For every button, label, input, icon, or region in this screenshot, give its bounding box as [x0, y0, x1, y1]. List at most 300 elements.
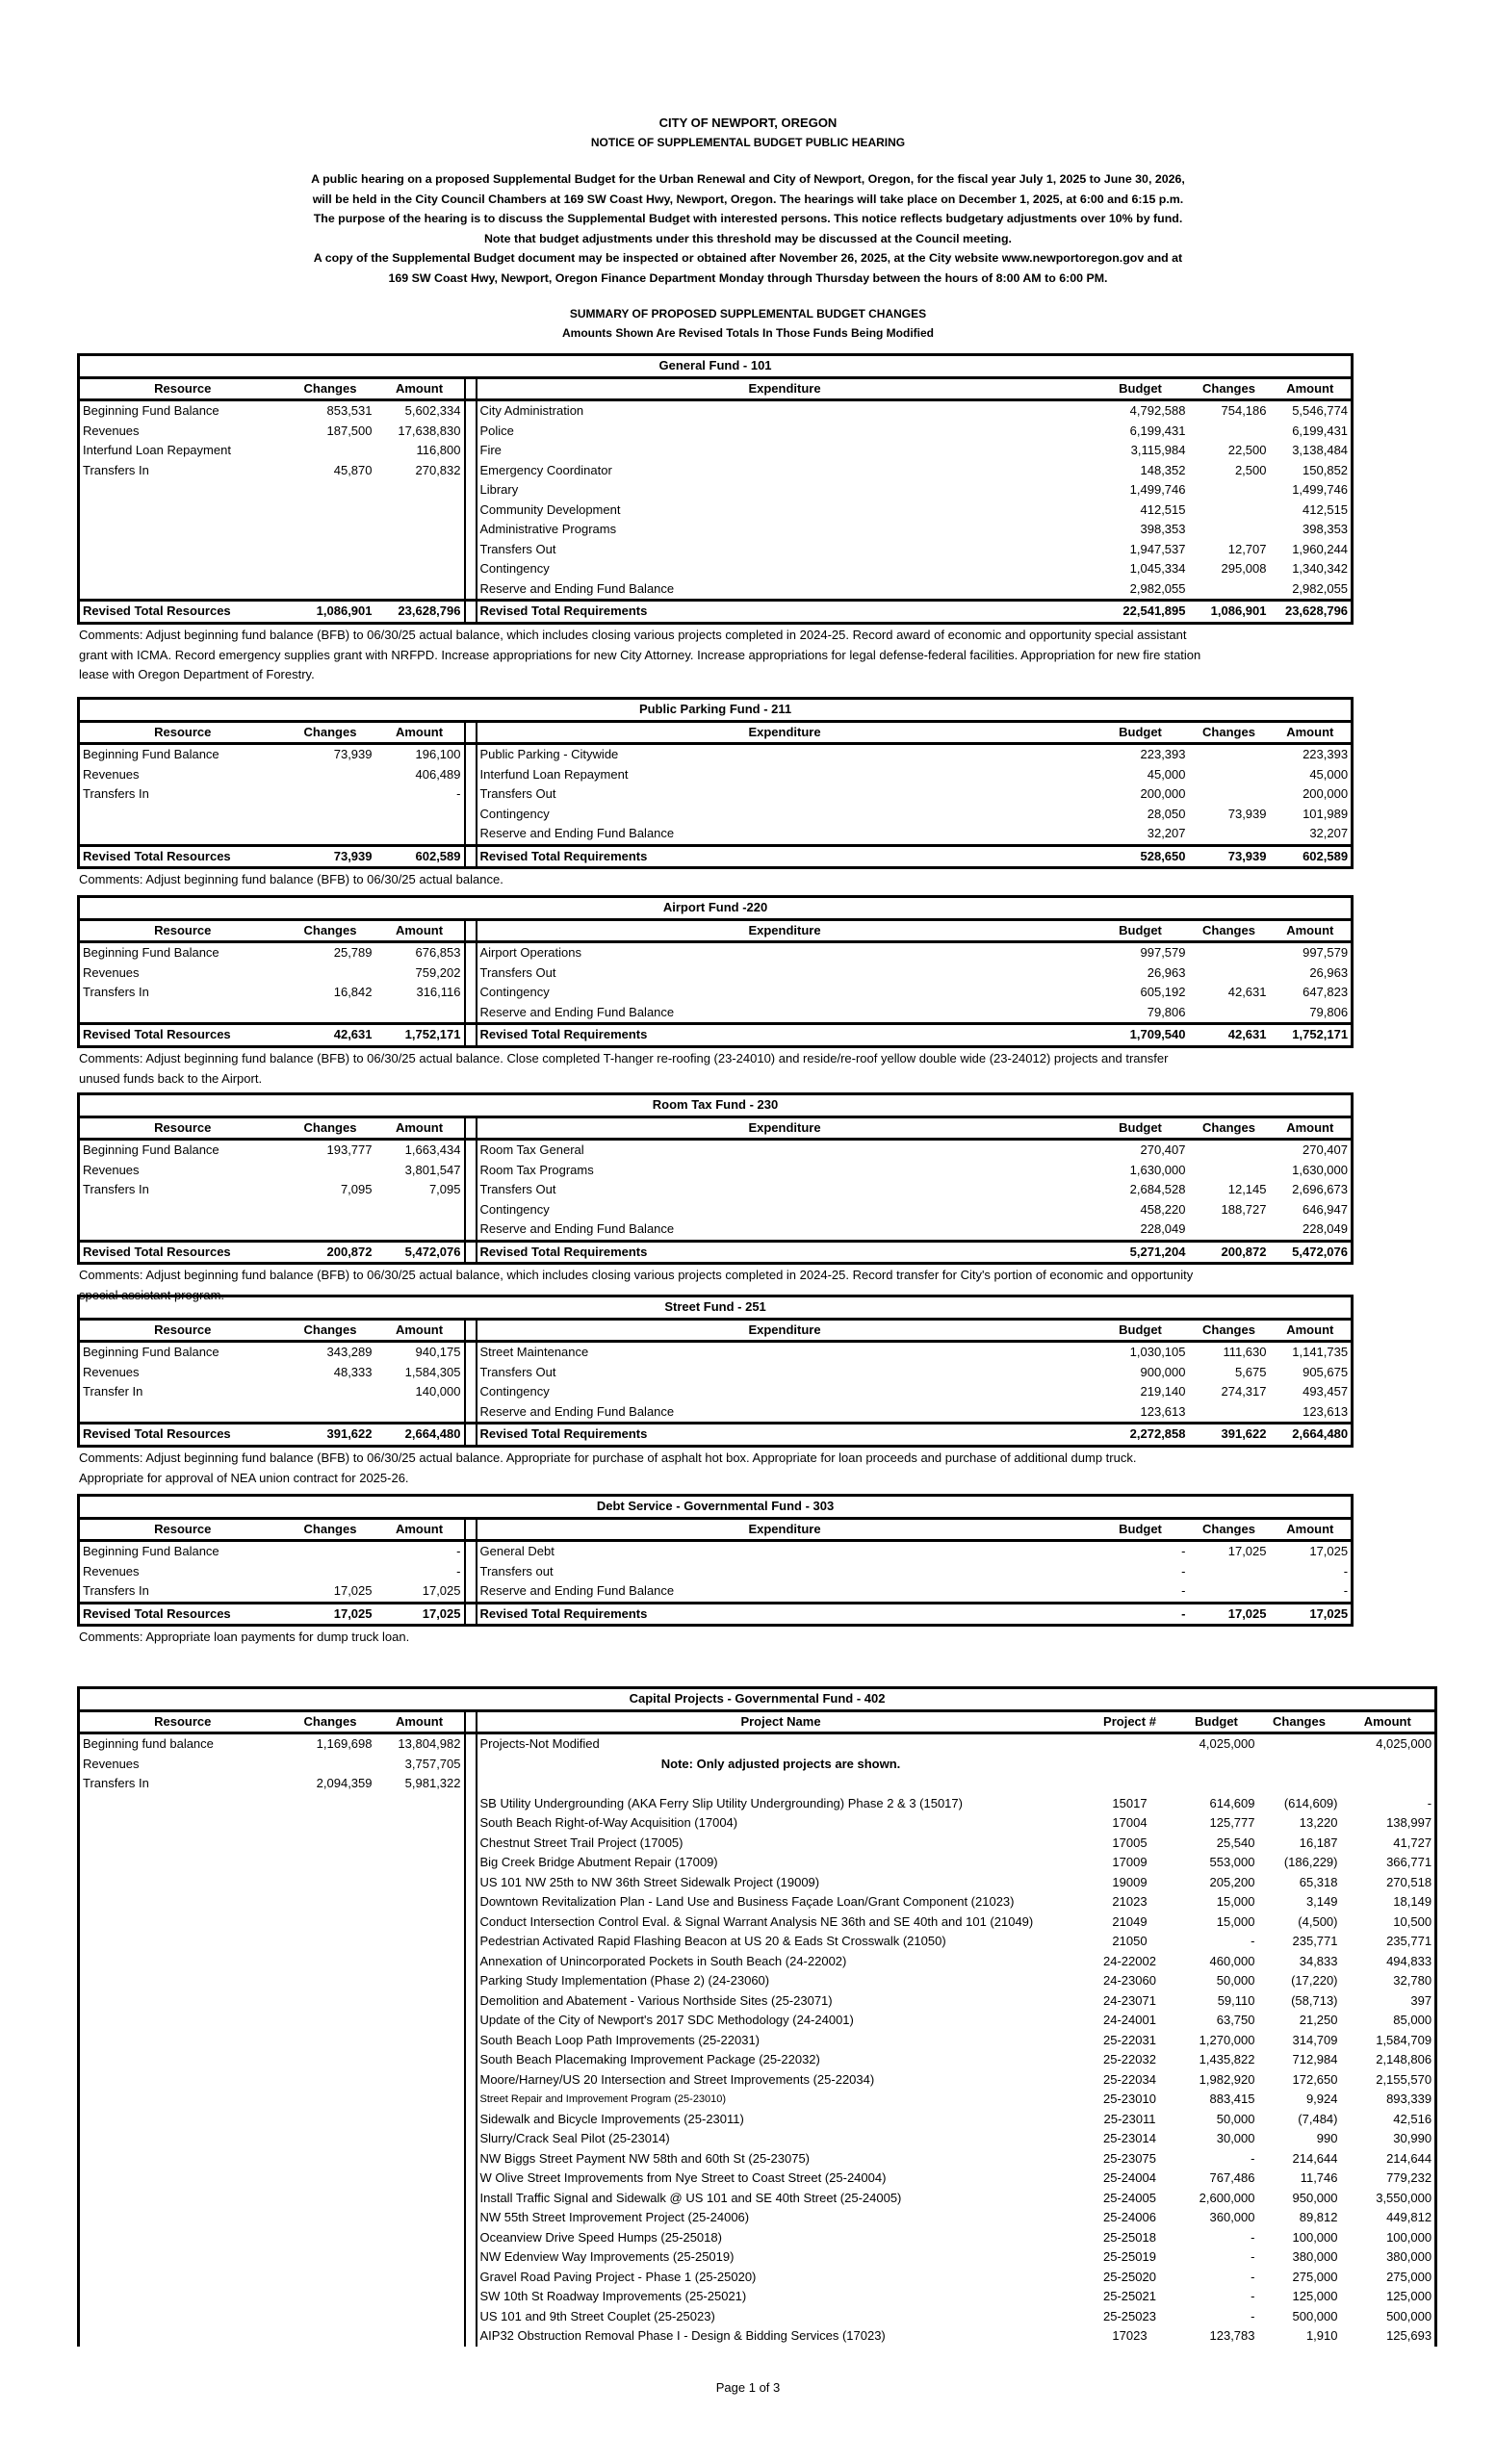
column-header-amount: Amount	[375, 721, 465, 744]
fund-table	[77, 1295, 1354, 1448]
column-header-resource: Resource	[79, 919, 286, 942]
expenditure-amount: 223,393	[1270, 744, 1353, 765]
column-header-changes: Changes	[1189, 1518, 1270, 1541]
column-gap	[465, 1834, 477, 1854]
expenditure-amount: 79,806	[1270, 1003, 1353, 1024]
total-requirements-amount: 5,472,076	[1270, 1241, 1353, 1264]
column-gap	[465, 919, 477, 942]
column-header-changes: Changes	[1189, 377, 1270, 400]
project-amount: 500,000	[1341, 2307, 1436, 2327]
fund-title: General Fund - 101	[79, 355, 1353, 378]
expenditure-budget: 2,684,528	[1129, 1182, 1186, 1197]
resource-amount: 270,832	[375, 461, 465, 481]
expenditure-changes	[1189, 1581, 1270, 1603]
expenditure-budget: 2,982,055	[1129, 580, 1186, 596]
project-name: SB Utility Undergrounding (AKA Ferry Slip Utility Undergrounding) Phase 2 & 3 (15017)	[477, 1794, 1085, 1814]
expenditure-changes	[1189, 1219, 1270, 1241]
project-amount: 270,518	[1341, 1873, 1436, 1893]
expenditure-changes	[1189, 480, 1270, 500]
resource-label	[79, 540, 286, 560]
expenditure-changes	[1189, 579, 1270, 601]
total-resources-label: Revised Total Resources	[79, 845, 286, 868]
total-resources-changes: 1,086,901	[286, 601, 375, 624]
expenditure-amount: -	[1270, 1581, 1353, 1603]
expenditure-budget: 1,499,746	[1129, 482, 1186, 498]
column-header-budget: Budget	[1175, 1710, 1258, 1733]
column-gap	[465, 2011, 477, 2031]
table-row	[79, 983, 1353, 1003]
column-header-resource: Resource	[79, 1319, 286, 1342]
project-name: NW Biggs Street Payment NW 58th and 60th St (25-23075)	[477, 2149, 1085, 2169]
expenditure-label: Administrative Programs	[477, 520, 1093, 540]
resource-amount: 13,804,982	[375, 1733, 465, 1755]
project-budget: -	[1251, 2308, 1255, 2323]
column-header-amount: Amount	[375, 1518, 465, 1541]
resource-label	[79, 2208, 286, 2228]
resource-changes	[286, 2189, 375, 2209]
expenditure-amount: 646,947	[1270, 1200, 1353, 1220]
intro-line: 169 SW Coast Hwy, Newport, Oregon Finance Department Monday through Thursday between the hours of 8:00 AM to 6:00 PM.	[388, 270, 1108, 285]
column-header-amount: Amount	[1270, 1116, 1353, 1140]
project-changes: 11,746	[1300, 2170, 1338, 2186]
project-changes: 13,220	[1299, 1815, 1338, 1831]
project-changes: 21,250	[1299, 2013, 1338, 2028]
expenditure-changes	[1189, 1402, 1270, 1424]
total-row	[79, 601, 1353, 624]
project-number: 17009	[1112, 1855, 1148, 1870]
resource-changes: 25,789	[333, 945, 373, 961]
project-name: NW 55th Street Improvement Project (25-24006)	[477, 2208, 1085, 2228]
project-name: Pedestrian Activated Rapid Flashing Beacon at US 20 & Eads St Crosswalk (21050)	[477, 1932, 1085, 1952]
resource-amount	[375, 1932, 465, 1952]
expenditure-label: Library	[477, 480, 1093, 500]
comment-line: Comments: Adjust beginning fund balance (BFB) to 06/30/25 actual balance. Close completed T-hanger re-roofing (23-24010) and reside/re-roof yellow double wide (23-24012) projects and transfer	[79, 1051, 1169, 1065]
column-gap	[465, 1952, 477, 1972]
table-row	[79, 942, 1353, 963]
table-row	[79, 461, 1353, 481]
project-budget: 4,025,000	[1199, 1736, 1255, 1752]
project-amount: 41,727	[1341, 1834, 1436, 1854]
expenditure-label: Transfers Out	[477, 1180, 1093, 1200]
resource-amount	[375, 1794, 465, 1814]
comment-line: unused funds back to the Airport.	[79, 1070, 263, 1086]
project-changes	[1258, 1774, 1341, 1794]
project-amount: 397	[1341, 1991, 1436, 2012]
expenditure-label: Transfers Out	[477, 784, 1093, 805]
resource-amount	[375, 1971, 465, 1991]
column-gap	[465, 2031, 477, 2051]
resource-changes: 73,939	[333, 747, 373, 762]
resource-label: Beginning Fund Balance	[79, 1342, 286, 1363]
table-row	[79, 1342, 1353, 1363]
resource-label	[79, 2189, 286, 2209]
summary-subtitle: Amounts Shown Are Revised Totals In Those Funds Being Modified	[561, 326, 935, 340]
project-budget	[1175, 1755, 1258, 1775]
project-name: Oceanview Drive Speed Humps (25-25018)	[477, 2228, 1085, 2248]
column-gap	[465, 1873, 477, 1893]
column-gap	[465, 1518, 477, 1541]
resource-changes	[286, 1219, 375, 1241]
intro-line: will be held in the City Council Chambers at 169 SW Coast Hwy, Newport, Oregon. The hearings will take place on December 1, 2025, at 6:00 and 6:15 p.m.	[312, 192, 1184, 206]
resource-changes	[286, 2307, 375, 2327]
expenditure-budget: 200,000	[1140, 786, 1186, 802]
expenditure-budget: 1,030,105	[1129, 1345, 1186, 1360]
resource-label: Revenues	[79, 1562, 286, 1582]
comment-line: special assistant program.	[79, 1287, 225, 1302]
table-row	[79, 2149, 1436, 2169]
project-number: 25-23010	[1103, 2092, 1156, 2107]
expenditure-budget: 412,515	[1140, 501, 1186, 517]
table-row	[79, 784, 1353, 805]
expenditure-label: Community Development	[477, 500, 1093, 521]
expenditure-changes: 12,707	[1227, 541, 1267, 556]
project-name: South Beach Right-of-Way Acquisition (17004)	[477, 1813, 1085, 1834]
resource-amount	[375, 540, 465, 560]
total-row	[79, 1241, 1353, 1264]
project-amount: 42,516	[1341, 2110, 1436, 2130]
expenditure-changes	[1189, 824, 1270, 845]
column-header-project-no: Project #	[1085, 1710, 1175, 1733]
column-gap	[465, 1853, 477, 1873]
project-name: Demolition and Abatement - Various Northside Sites (25-23071)	[477, 1991, 1085, 2012]
expenditure-amount: 1,630,000	[1270, 1161, 1353, 1181]
table-row	[79, 520, 1353, 540]
resource-label: Beginning Fund Balance	[79, 400, 286, 422]
table-row	[79, 1952, 1436, 1972]
project-name	[477, 1774, 1085, 1794]
resource-changes	[286, 1892, 375, 1912]
resource-label	[79, 2070, 286, 2091]
column-gap	[465, 2129, 477, 2149]
total-requirements-changes: 73,939	[1189, 845, 1270, 868]
project-name: Parking Study Implementation (Phase 2) (24-23060)	[477, 1971, 1085, 1991]
resource-changes	[286, 2208, 375, 2228]
table-row	[79, 480, 1353, 500]
fund-comment	[79, 1628, 1359, 1648]
resource-label	[79, 1813, 286, 1834]
project-number: 24-23060	[1103, 1973, 1156, 1989]
project-changes	[1258, 1755, 1341, 1775]
table-row	[79, 400, 1353, 422]
resource-label	[79, 2228, 286, 2248]
column-gap	[465, 2247, 477, 2268]
total-requirements-amount: 602,589	[1270, 845, 1353, 868]
total-requirements-budget: 2,272,858	[1093, 1424, 1189, 1447]
project-budget: 1,270,000	[1199, 2032, 1255, 2047]
project-number: 25-25023	[1103, 2308, 1156, 2323]
column-gap	[465, 1003, 477, 1024]
project-name: Moore/Harney/US 20 Intersection and Street Improvements (25-22034)	[477, 2070, 1085, 2091]
total-requirements-amount: 23,628,796	[1270, 601, 1353, 624]
total-requirements-amount: 17,025	[1270, 1603, 1353, 1626]
expenditure-budget: 270,407	[1140, 1142, 1186, 1158]
resource-changes	[286, 1161, 375, 1181]
resource-amount	[375, 1834, 465, 1854]
expenditure-amount: 2,696,673	[1270, 1180, 1353, 1200]
resource-changes	[286, 1853, 375, 1873]
column-header-row	[79, 1710, 1436, 1733]
comment-line: Comments: Appropriate loan payments for dump truck loan.	[79, 1630, 410, 1644]
resource-changes	[286, 2110, 375, 2130]
resource-label: Revenues	[79, 963, 286, 984]
table-row	[79, 540, 1353, 560]
intro-line: A copy of the Supplemental Budget document may be inspected or obtained after November 26, 2025, at the City website www.newportoregon.gov and at	[313, 251, 1183, 265]
column-gap	[465, 1024, 477, 1047]
intro-line: Note that budget adjustments under this threshold may be discussed at the Council meeting.	[483, 231, 1012, 245]
column-header-changes: Changes	[286, 1319, 375, 1342]
table-row	[79, 1794, 1436, 1814]
expenditure-budget: -	[1181, 1544, 1186, 1559]
column-gap	[465, 1541, 477, 1562]
table-row	[79, 1971, 1436, 1991]
project-amount: 100,000	[1341, 2228, 1436, 2248]
total-resources-label: Revised Total Resources	[79, 1603, 286, 1626]
project-number: 25-25021	[1103, 2289, 1156, 2304]
column-header-changes: Changes	[1189, 1319, 1270, 1342]
column-gap	[465, 1116, 477, 1140]
resource-changes	[286, 963, 375, 984]
table-row	[79, 2247, 1436, 2268]
resource-amount	[375, 1952, 465, 1972]
project-amount: 494,833	[1341, 1952, 1436, 1972]
resource-amount	[375, 1892, 465, 1912]
expenditure-amount: 123,613	[1270, 1402, 1353, 1424]
table-row	[79, 2090, 1436, 2110]
expenditure-label: Room Tax Programs	[477, 1161, 1093, 1181]
fund-table	[77, 1092, 1354, 1265]
resource-amount: -	[375, 1562, 465, 1582]
table-row	[79, 1541, 1353, 1562]
project-amount: 779,232	[1341, 2169, 1436, 2189]
table-row	[79, 1161, 1353, 1181]
column-gap	[465, 1402, 477, 1424]
project-amount: 366,771	[1341, 1853, 1436, 1873]
resource-amount	[375, 520, 465, 540]
table-row	[79, 1581, 1353, 1603]
project-amount: 10,500	[1341, 1912, 1436, 1933]
expenditure-amount: 1,960,244	[1270, 540, 1353, 560]
resource-amount: 116,800	[375, 441, 465, 461]
resource-label	[79, 1219, 286, 1241]
resource-changes	[286, 1382, 375, 1402]
resource-amount	[375, 2070, 465, 2091]
column-gap	[465, 845, 477, 868]
resource-label: Transfer In	[79, 1382, 286, 1402]
expenditure-amount: 398,353	[1270, 520, 1353, 540]
project-amount: 30,990	[1341, 2129, 1436, 2149]
resource-changes: 17,025	[333, 1583, 373, 1599]
project-number: 17023	[1112, 2328, 1148, 2344]
table-row	[79, 1382, 1353, 1402]
expenditure-budget: 4,792,588	[1129, 403, 1186, 419]
project-number: 25-25020	[1103, 2269, 1156, 2284]
expenditure-amount: 3,138,484	[1270, 441, 1353, 461]
project-number: 17004	[1112, 1815, 1148, 1831]
project-changes: (7,484)	[1298, 2111, 1338, 2126]
project-name: US 101 and 9th Street Couplet (25-25023)	[477, 2307, 1085, 2327]
expenditure-budget: 32,207	[1147, 826, 1186, 841]
column-header-budget: Budget	[1093, 1518, 1189, 1541]
table-row	[79, 2287, 1436, 2307]
expenditure-label: Transfers Out	[477, 963, 1093, 984]
total-requirements-label: Revised Total Requirements	[477, 845, 1093, 868]
expenditure-label: Fire	[477, 441, 1093, 461]
table-row	[79, 2129, 1436, 2149]
expenditure-changes: 111,630	[1223, 1345, 1267, 1360]
resource-label	[79, 2307, 286, 2327]
expenditure-changes: 2,500	[1234, 462, 1267, 477]
project-budget: 125,777	[1209, 1815, 1255, 1831]
column-gap	[465, 963, 477, 984]
resource-changes	[286, 520, 375, 540]
project-budget: 50,000	[1216, 2111, 1255, 2126]
total-resources-amount: 2,664,480	[375, 1424, 465, 1447]
total-requirements-budget: 5,271,204	[1093, 1241, 1189, 1264]
expenditure-label: Transfers Out	[477, 540, 1093, 560]
column-gap	[465, 784, 477, 805]
resource-changes	[286, 1912, 375, 1933]
total-requirements-label: Revised Total Requirements	[477, 1241, 1093, 1264]
expenditure-amount: 5,546,774	[1270, 400, 1353, 422]
expenditure-amount: 26,963	[1270, 963, 1353, 984]
column-gap	[465, 805, 477, 825]
column-gap	[465, 1180, 477, 1200]
project-number	[1085, 1733, 1175, 1755]
project-budget	[1175, 1774, 1258, 1794]
resource-changes	[286, 2050, 375, 2070]
table-row	[79, 441, 1353, 461]
resource-label	[79, 2268, 286, 2288]
project-changes: 314,709	[1292, 2032, 1338, 2047]
project-amount: 2,148,806	[1341, 2050, 1436, 2070]
project-budget: 614,609	[1209, 1795, 1255, 1810]
table-row	[79, 500, 1353, 521]
table-row	[79, 1733, 1436, 1755]
expenditure-changes: 17,025	[1227, 1544, 1267, 1559]
resource-changes	[286, 559, 375, 579]
total-resources-label: Revised Total Resources	[79, 1241, 286, 1264]
column-header-row	[79, 721, 1353, 744]
project-number: 25-22032	[1103, 2052, 1156, 2067]
resource-label	[79, 2149, 286, 2169]
resource-changes: 343,289	[326, 1345, 373, 1360]
comment-line: grant with ICMA. Record emergency supplies grant with NRFPD. Increase appropriations for new City Attorney. Increase appropriations for legal defense-federal facilities. Appropriation for new fire station	[79, 647, 1201, 662]
resource-changes: 45,870	[333, 462, 373, 477]
resource-amount	[375, 2011, 465, 2031]
summary-title: SUMMARY OF PROPOSED SUPPLEMENTAL BUDGET CHANGES	[569, 307, 927, 321]
column-gap	[465, 2050, 477, 2070]
project-name: Conduct Intersection Control Eval. & Signal Warrant Analysis NE 36th and SE 40th and 101 (21049)	[477, 1912, 1085, 1933]
column-header-row	[79, 1518, 1353, 1541]
project-number: 19009	[1112, 1874, 1148, 1889]
column-gap	[465, 2307, 477, 2327]
expenditure-amount: 270,407	[1270, 1140, 1353, 1161]
resource-amount	[375, 1873, 465, 1893]
expenditure-budget: 26,963	[1147, 964, 1186, 980]
resource-amount: -	[375, 784, 465, 805]
column-gap	[465, 1794, 477, 1814]
project-changes: 712,984	[1292, 2052, 1338, 2067]
column-header-budget: Budget	[1093, 919, 1189, 942]
expenditure-amount: 1,141,735	[1270, 1342, 1353, 1363]
project-budget: 360,000	[1209, 2210, 1255, 2225]
project-name: Slurry/Crack Seal Pilot (25-23014)	[477, 2129, 1085, 2149]
table-row	[79, 1363, 1353, 1383]
column-gap	[465, 1562, 477, 1582]
project-amount: -	[1341, 1794, 1436, 1814]
total-resources-changes: 73,939	[286, 845, 375, 868]
table-row	[79, 1853, 1436, 1873]
project-amount: 18,149	[1341, 1892, 1436, 1912]
table-row	[79, 2307, 1436, 2327]
total-resources-changes: 17,025	[286, 1603, 375, 1626]
resource-amount: 5,602,334	[375, 400, 465, 422]
expenditure-budget: -	[1181, 1563, 1186, 1578]
resource-amount	[375, 2129, 465, 2149]
project-changes: 16,187	[1299, 1835, 1338, 1850]
resource-amount	[375, 2110, 465, 2130]
project-amount: 2,155,570	[1341, 2070, 1436, 2091]
fund-comment	[79, 1449, 1359, 1488]
project-number: 17005	[1112, 1835, 1148, 1850]
expenditure-label: Public Parking - Citywide	[477, 744, 1093, 765]
resource-label	[79, 805, 286, 825]
project-changes: (186,229)	[1283, 1855, 1338, 1870]
project-changes: 235,771	[1292, 1934, 1338, 1949]
project-changes: 89,812	[1299, 2210, 1338, 2225]
resource-changes	[286, 2031, 375, 2051]
column-header-resource: Resource	[79, 1518, 286, 1541]
table-row	[79, 1200, 1353, 1220]
projects-note: Note: Only adjusted projects are shown.	[477, 1755, 1085, 1775]
column-gap	[465, 1991, 477, 2012]
project-amount: 85,000	[1341, 2011, 1436, 2031]
column-header-resource: Resource	[79, 377, 286, 400]
resource-label: Beginning Fund Balance	[79, 744, 286, 765]
resource-changes	[286, 1562, 375, 1582]
project-name: Projects-Not Modified	[477, 1733, 1085, 1755]
expenditure-budget: 148,352	[1140, 462, 1186, 477]
resource-label	[79, 1834, 286, 1854]
resource-changes	[286, 2287, 375, 2307]
expenditure-amount: -	[1270, 1562, 1353, 1582]
resource-label	[79, 2090, 286, 2110]
total-row	[79, 1424, 1353, 1447]
table-row	[79, 2169, 1436, 2189]
expenditure-label: Transfers Out	[477, 1363, 1093, 1383]
total-requirements-label: Revised Total Requirements	[477, 1603, 1093, 1626]
table-row	[79, 2208, 1436, 2228]
expenditure-changes	[1189, 1140, 1270, 1161]
resource-changes	[286, 1794, 375, 1814]
table-row	[79, 1755, 1436, 1775]
table-row	[79, 1180, 1353, 1200]
column-header-changes: Changes	[286, 1116, 375, 1140]
total-resources-changes: 200,872	[286, 1241, 375, 1264]
resource-amount	[375, 2228, 465, 2248]
total-requirements-changes: 42,631	[1189, 1024, 1270, 1047]
project-name: US 101 NW 25th to NW 36th Street Sidewalk Project (19009)	[477, 1873, 1085, 1893]
project-budget: 59,110	[1217, 1992, 1255, 2008]
column-gap	[465, 2268, 477, 2288]
table-row	[79, 559, 1353, 579]
column-gap	[465, 540, 477, 560]
resource-label: Revenues	[79, 1755, 286, 1775]
table-row	[79, 1774, 1436, 1794]
expenditure-amount: 905,675	[1270, 1363, 1353, 1383]
resource-changes: 16,842	[333, 985, 373, 1000]
project-name: W Olive Street Improvements from Nye Street to Coast Street (25-24004)	[477, 2169, 1085, 2189]
